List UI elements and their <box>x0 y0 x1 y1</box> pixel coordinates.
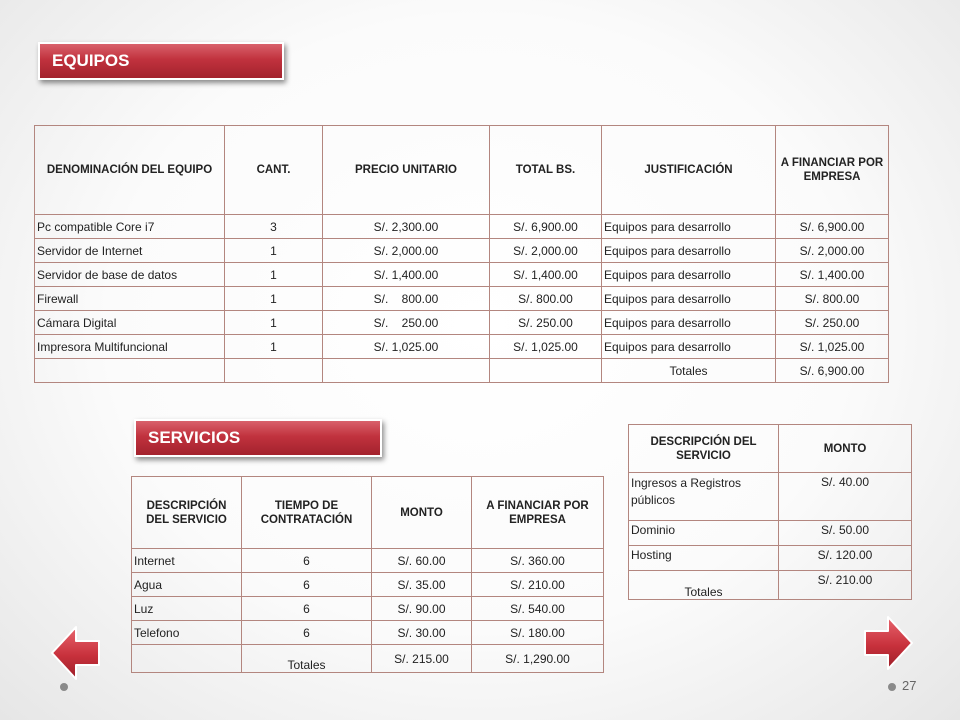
cell-financiar: S/. 1,025.00 <box>776 335 889 359</box>
cell-justificacion: Equipos para desarrollo <box>602 287 776 311</box>
table-row <box>35 263 889 287</box>
cell-monto: S/. 90.00 <box>372 597 472 621</box>
header-descripcion: DESCRIPCIÓN DEL SERVICIO <box>629 425 779 473</box>
header-tiempo: TIEMPO DE CONTRATACIÓN <box>242 477 372 549</box>
totals-label: Totales <box>602 359 776 383</box>
cell-tiempo: 6 <box>242 549 372 573</box>
cell-monto: S/. 60.00 <box>372 549 472 573</box>
cell-total: S/. 1,025.00 <box>490 335 602 359</box>
table-row <box>629 473 912 521</box>
cell-precio: S/. 2,000.00 <box>323 239 490 263</box>
table-row <box>132 549 604 573</box>
cell-cant: 1 <box>225 263 323 287</box>
cell-precio: S/. 1,025.00 <box>323 335 490 359</box>
cell-denominacion: Cámara Digital <box>35 311 225 335</box>
cell-financiar: S/. 1,400.00 <box>776 263 889 287</box>
table-row <box>35 287 889 311</box>
totals-row <box>35 359 889 383</box>
table-row <box>35 215 889 239</box>
decorative-dot <box>888 683 896 691</box>
cell-cant: 1 <box>225 239 323 263</box>
decorative-dot <box>60 683 68 691</box>
cell-denominacion: Firewall <box>35 287 225 311</box>
totals-value: S/. 210.00 <box>779 571 912 600</box>
cell-total: S/. 1,400.00 <box>490 263 602 287</box>
cell-monto: S/. 35.00 <box>372 573 472 597</box>
cell-cant: 3 <box>225 215 323 239</box>
servicios-header-row <box>132 477 604 549</box>
equipos-banner <box>38 42 284 80</box>
cell-total: S/. 250.00 <box>490 311 602 335</box>
cell-monto: S/. 120.00 <box>779 546 912 571</box>
servicios2-header-row <box>629 425 912 473</box>
header-a-financiar: A FINANCIAR POR EMPRESA <box>776 126 889 215</box>
cell-justificacion: Equipos para desarrollo <box>602 215 776 239</box>
cell-tiempo: 6 <box>242 621 372 645</box>
cell-denominacion: Servidor de base de datos <box>35 263 225 287</box>
cell-precio: S/. 1,400.00 <box>323 263 490 287</box>
totals-value: S/. 6,900.00 <box>776 359 889 383</box>
cell-financiar: S/. 360.00 <box>472 549 604 573</box>
table-row <box>132 573 604 597</box>
table-row <box>629 521 912 546</box>
totals-monto: S/. 215.00 <box>372 645 472 673</box>
servicios-banner <box>134 419 382 457</box>
cell-descripcion: Hosting <box>629 546 779 571</box>
totals-row <box>132 645 604 673</box>
cell-cant: 1 <box>225 287 323 311</box>
table-row <box>35 335 889 359</box>
header-precio-unitario: PRECIO UNITARIO <box>323 126 490 215</box>
equipos-header-row <box>35 126 889 215</box>
page-number: 27 <box>902 678 917 693</box>
header-a-financiar: A FINANCIAR POR EMPRESA <box>472 477 604 549</box>
cell-descripcion: Dominio <box>629 521 779 546</box>
cell-descripcion: Internet <box>132 549 242 573</box>
cell-justificacion: Equipos para desarrollo <box>602 335 776 359</box>
header-denominacion: DENOMINACIÓN DEL EQUIPO <box>35 126 225 215</box>
arrow-left-icon[interactable] <box>50 624 102 682</box>
cell-monto: S/. 40.00 <box>779 473 912 521</box>
cell-denominacion: Servidor de Internet <box>35 239 225 263</box>
cell-total: S/. 2,000.00 <box>490 239 602 263</box>
totals-financiar: S/. 1,290.00 <box>472 645 604 673</box>
cell-descripcion: Luz <box>132 597 242 621</box>
servicios-table <box>131 476 604 673</box>
header-descripcion: DESCRIPCIÓN DEL SERVICIO <box>132 477 242 549</box>
cell-justificacion: Equipos para desarrollo <box>602 311 776 335</box>
cell-cant: 1 <box>225 311 323 335</box>
header-monto: MONTO <box>372 477 472 549</box>
cell-descripcion: Agua <box>132 573 242 597</box>
cell-justificacion: Equipos para desarrollo <box>602 263 776 287</box>
header-total-bs: TOTAL BS. <box>490 126 602 215</box>
cell-precio: S/. 2,300.00 <box>323 215 490 239</box>
cell-monto: S/. 30.00 <box>372 621 472 645</box>
cell-precio: S/. 250.00 <box>323 311 490 335</box>
equipos-title: EQUIPOS <box>52 51 130 70</box>
cell-tiempo: 6 <box>242 597 372 621</box>
table-row <box>132 597 604 621</box>
cell-total: S/. 800.00 <box>490 287 602 311</box>
cell-cant: 1 <box>225 335 323 359</box>
servicios-title: SERVICIOS <box>148 428 241 447</box>
cell-financiar: S/. 250.00 <box>776 311 889 335</box>
equipos-table <box>34 125 889 383</box>
totals-label: Totales <box>629 571 779 600</box>
cell-financiar: S/. 540.00 <box>472 597 604 621</box>
table-row <box>35 239 889 263</box>
cell-descripcion: Telefono <box>132 621 242 645</box>
cell-justificacion: Equipos para desarrollo <box>602 239 776 263</box>
cell-financiar: S/. 180.00 <box>472 621 604 645</box>
header-justificacion: JUSTIFICACIÓN <box>602 126 776 215</box>
totals-label: Totales <box>242 645 372 673</box>
cell-financiar: S/. 210.00 <box>472 573 604 597</box>
cell-financiar: S/. 2,000.00 <box>776 239 889 263</box>
cell-total: S/. 6,900.00 <box>490 215 602 239</box>
table-row <box>132 621 604 645</box>
table-row <box>35 311 889 335</box>
cell-descripcion: Ingresos a Registros públicos <box>629 473 779 521</box>
cell-financiar: S/. 800.00 <box>776 287 889 311</box>
cell-tiempo: 6 <box>242 573 372 597</box>
header-monto: MONTO <box>779 425 912 473</box>
header-cant: CANT. <box>225 126 323 215</box>
cell-monto: S/. 50.00 <box>779 521 912 546</box>
table-row <box>629 546 912 571</box>
cell-precio: S/. 800.00 <box>323 287 490 311</box>
totals-row <box>629 571 912 600</box>
cell-denominacion: Pc compatible Core i7 <box>35 215 225 239</box>
cell-denominacion: Impresora Multifuncional <box>35 335 225 359</box>
cell-financiar: S/. 6,900.00 <box>776 215 889 239</box>
arrow-right-icon[interactable] <box>862 614 914 672</box>
servicios2-table <box>628 424 912 600</box>
